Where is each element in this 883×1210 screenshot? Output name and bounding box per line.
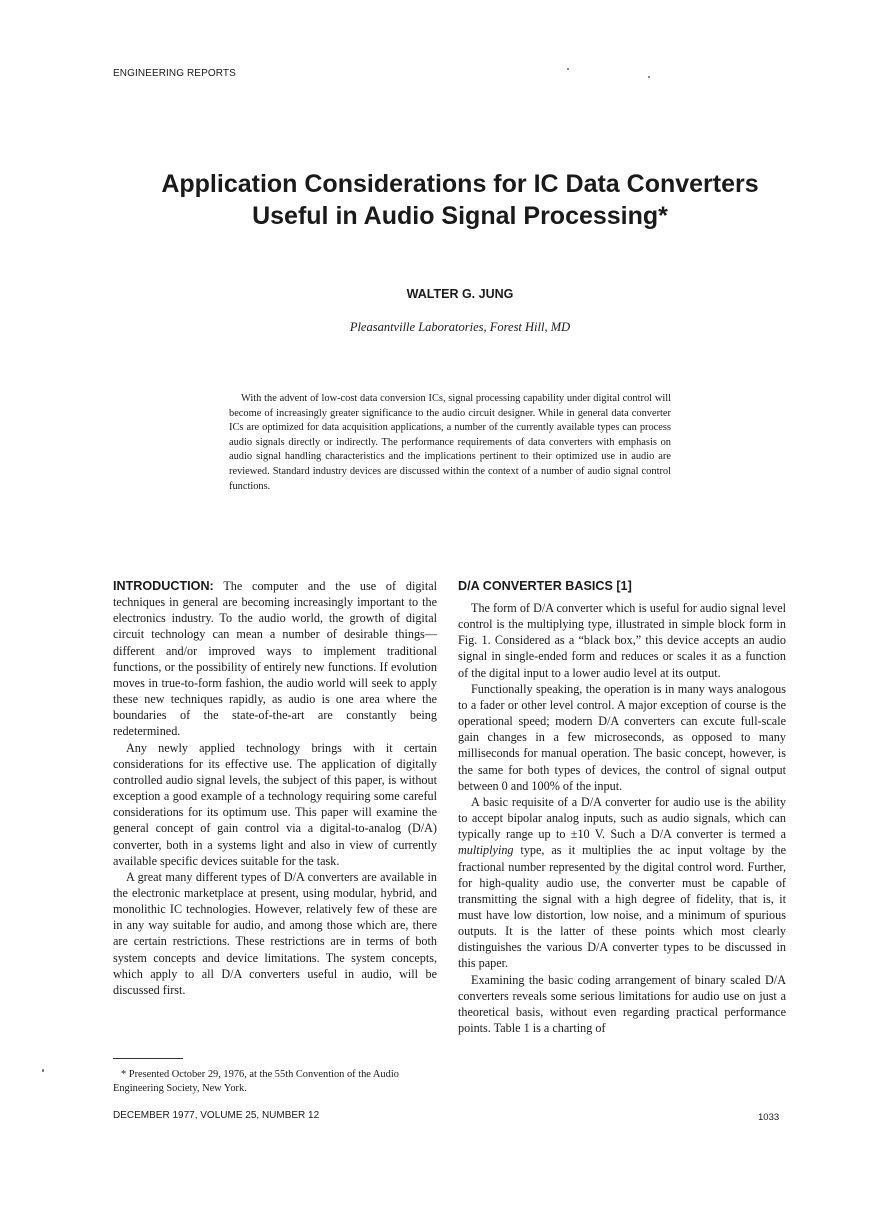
author-affiliation: Pleasantville Laboratories, Forest Hill, MD (349, 320, 571, 334)
section-heading: D/A CONVERTER BASICS [1] (458, 579, 632, 593)
paper-title (60, 168, 860, 232)
intro-text-1: The computer and the use of digital techniques in general are becoming increasingly important to the electronics industry. To the audio world, the growth of digital circuit technology can mean a number of desirable things—different and/or improved ways to implement traditional functions, or the possibility of entirely new functions. If evolution moves in true-to-form fashion, the audio world will seek to apply these new techniques rapidly, as audio is one area where the boundaries of the state-of-the-art are constantly being redetermined. (113, 579, 437, 739)
title-line-2: Useful in Audio Signal Processing* (252, 202, 668, 230)
section-paragraph-2: Functionally speaking, the operation is in many ways analogous to a fader or other level control. A major exception of course is the operational speed; modern D/A converters can excute full-scale gain changes in a few microseconds, as opposed to many milliseconds for manual operation. The basic concept, however, is the same for both types of devices, the control of signal output between 0 and 100% of the input. (458, 681, 786, 793)
title-line-1: Application Considerations for IC Data Converters (161, 170, 759, 198)
paragraph-3-text-start: A basic requisite of a D/A converter for audio use is the ability to accept bipolar analog inputs, such as audio signals, which can typically range up to ±10 V. Such a D/A converter is termed a (458, 794, 786, 842)
author-name: WALTER G. JUNG (406, 287, 514, 301)
scan-speck (567, 68, 569, 70)
abstract: With the advent of low-cost data conversion ICs, signal processing capability under digital control will become of increasingly greater significance to the audio circuit designer. While in general data converter ICs are optimized for data acquisition applications, a number of the currently available types can process audio signals directly or indirectly. The performance requirements of data converters with emphasis on audio signal handling characteristics and the implications pertinent to their optimized use in audio are reviewed. Standard industry devices are discussed within the context of a number of audio signal control functions. (229, 393, 671, 492)
footnote: * Presented October 29, 1976, at the 55th Convention of the Audio Engineering Society, New York. (113, 1069, 399, 1094)
intro-paragraph-2: Any newly applied technology brings with it certain considerations for its effective use. The application of digitally controlled audio signal levels, the subject of this paper, is without exception a good example of a technology requiring some careful considerations for its optimum use. This paper will examine the general concept of gain control via a digital-to-analog (D/A) converter, both in a systems light and also in view of currently available specific devices suitable for the task. (113, 740, 437, 868)
journal-info: DECEMBER 1977, VOLUME 25, NUMBER 12 (113, 1110, 320, 1121)
intro-paragraph-1 (113, 578, 437, 740)
page-number: 1033 (758, 1112, 780, 1123)
section-paragraph-1: The form of D/A converter which is useful for audio signal level control is the multiplying type, illustrated in simple block form in Fig. 1. Considered as a “black box,” this device accepts an audio signal in single-ended form and reduces or scales it as a function of the digital input to a lower audio level at its output. (458, 601, 786, 680)
scan-speck (42, 1069, 44, 1072)
right-column (458, 578, 786, 1036)
scan-speck (648, 76, 650, 78)
emphasis-multiplying: multiplying (458, 843, 514, 858)
section-paragraph-3 (458, 794, 786, 972)
running-head: ENGINEERING REPORTS (113, 68, 236, 79)
intro-paragraph-3: A great many different types of D/A converters are available in the electronic marketplace at present, using modular, hybrid, and monolithic IC technologies. However, relatively few of these are in any way suitable for audio, and among those which are, there are certain restrictions. These restrictions are in terms of both system concepts and device limitations. The system concepts, which apply to all D/A converters useful in audio, will be discussed first. (113, 869, 437, 997)
introduction-heading: INTRODUCTION: (113, 579, 214, 593)
left-column (113, 578, 437, 998)
footnote-rule (113, 1058, 183, 1059)
section-paragraph-4: Examining the basic coding arrangement of binary scaled D/A converters reveals some serious limitations for audio use on just a theoretical basis, without even regarding practical performance points. Table 1 is a charting of (458, 972, 786, 1036)
paragraph-3-text-end: type, as it multiplies the ac input voltage by the fractional number represented by the digital control word. Further, for high-quality audio use, the converter must be capable of transmitting the signal with a high degree of fidelity, that is, it must have low distortion, low noise, and a minimum of spurious outputs. It is the latter of these points which most clearly distinguishes the various D/A converter types to be discussed in this paper. (458, 843, 786, 971)
